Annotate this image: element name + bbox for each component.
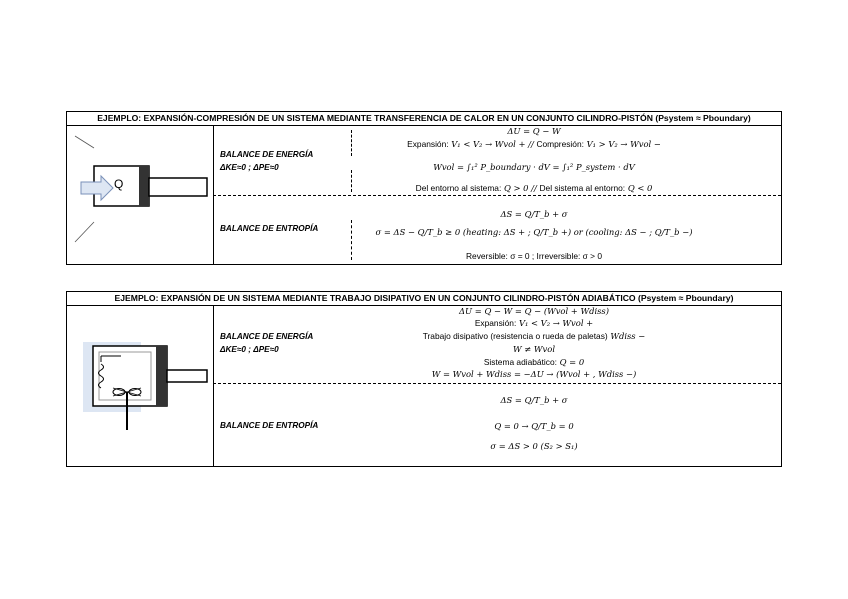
table-heat-transfer (66, 111, 782, 265)
table2-header: EJEMPLO: EXPANSIÓN DE UN SISTEMA MEDIANTE TRABAJO DISIPATIVO EN UN CONJUNTO CILINDRO-PISTÓN ADIABÁTICO (Psystem ≈ Pboundary) (67, 292, 781, 306)
eq2-entropy: ΔS = Q/T_b + σ (500, 395, 568, 405)
eq-energy: ΔU = Q − W (507, 126, 561, 136)
energy-balance-label: BALANCE DE ENERGÍA (220, 150, 314, 159)
piston-heat-diagram (67, 126, 213, 265)
eq2-q-zero: Q = 0 → Q/T_b = 0 (494, 421, 574, 431)
piston-figure-cell-2 (67, 306, 214, 466)
piston-figure-cell (67, 126, 214, 264)
eq-entropy: ΔS = Q/T_b + σ (500, 209, 568, 219)
eq2-w-neq: W ≠ Wvol (512, 344, 555, 354)
eq-wvol: Wvol = ∫₁² P_boundary · dV = ∫₁² P_system · dV (433, 162, 635, 172)
eq2-expansion: Expansión: V₁ < V₂ → Wvol + (474, 318, 594, 328)
eq2-sigma: σ = ΔS > 0 (S₂ > S₁) (490, 441, 578, 451)
eq-expansion-compression: Expansión: V₁ < V₂ → Wvol + // Compresión: V₁ > V₂ → Wvol − (407, 139, 661, 149)
entropy-balance-label-2: BALANCE DE ENTROPÍA (220, 421, 319, 430)
table-dissipative-work (66, 291, 782, 467)
energy-assumption-label-2: ΔKE≈0 ; ΔPE≈0 (220, 345, 279, 354)
eq2-energy: ΔU = Q − W = Q − (Wvol + Wdiss) (459, 306, 609, 316)
energy-balance-label-2: BALANCE DE ENERGÍA (220, 332, 314, 341)
eq2-work-total: W = Wvol + Wdiss = −ΔU → (Wvol + , Wdiss −) (431, 369, 637, 379)
eq-reversible: Reversible: σ = 0 ; Irreversible: σ > 0 (465, 251, 603, 261)
eq-heat-sign: Del entorno al sistema: Q > 0 // Del sistema al entorno: Q < 0 (415, 183, 653, 193)
divider (213, 195, 781, 196)
eq2-adiabatic: Sistema adiabático: Q = 0 (483, 357, 585, 367)
piston-paddle-diagram (67, 306, 213, 467)
divider-2 (213, 383, 781, 384)
q-label: Q (114, 177, 124, 191)
eq2-dissipative-work: Trabajo disipativo (resistencia o rueda de paletas) Wdiss − (422, 331, 646, 341)
entropy-balance-label: BALANCE DE ENTROPÍA (220, 224, 319, 233)
energy-assumption-label: ΔKE≈0 ; ΔPE≈0 (220, 163, 279, 172)
table1-header: EJEMPLO: EXPANSIÓN-COMPRESIÓN DE UN SISTEMA MEDIANTE TRANSFERENCIA DE CALOR EN UN CONJUNTO CILINDRO-PISTÓN (Psystem ≈ Pboundary) (67, 112, 781, 126)
eq-entropy-generation: σ = ΔS − Q/T_b ≥ 0 (heating: ΔS + ; Q/T_b +) or (cooling: ΔS − ; Q/T_b −) (375, 227, 693, 237)
